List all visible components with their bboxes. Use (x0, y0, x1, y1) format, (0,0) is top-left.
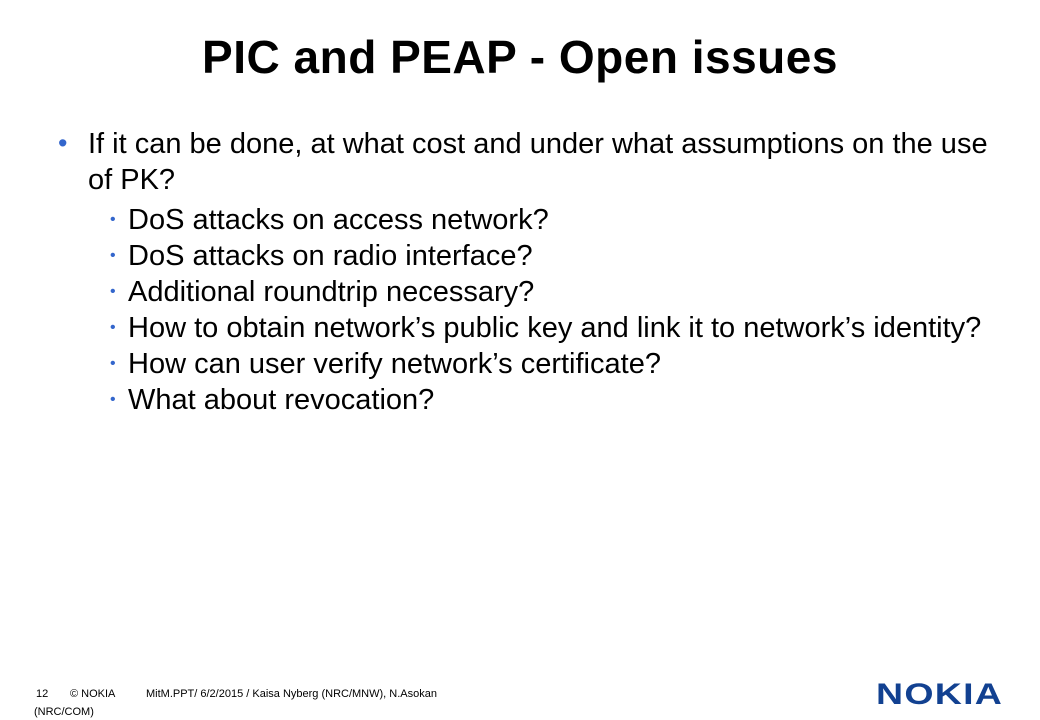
copyright: © NOKIA (70, 688, 116, 700)
sub-bullet (58, 238, 998, 274)
sub-bullet (58, 310, 998, 346)
main-bullet-text: If it can be done, at what cost and under what assumptions on the use of PK? (88, 128, 988, 196)
bullet-icon: • (110, 247, 116, 264)
sub-bullet (58, 202, 998, 238)
bullet-icon: • (58, 128, 68, 158)
sub-bullet-text: How to obtain network’s public key and link it to network’s identity? (128, 312, 982, 344)
footer-org: (NRC/COM) (34, 706, 94, 718)
bullet-icon: • (110, 391, 116, 408)
slide-title: PIC and PEAP - Open issues (202, 31, 838, 83)
page-number: 12 (36, 688, 49, 700)
bullet-icon: • (110, 319, 116, 336)
slide-footer (34, 688, 437, 718)
sub-bullet-text: How can user verify network’s certificate? (128, 348, 661, 380)
nokia-logo: NOKIA (876, 678, 1004, 711)
footer-row (36, 688, 437, 701)
sub-bullet-text: DoS attacks on access network? (128, 204, 549, 236)
bullet-icon: • (110, 211, 116, 228)
bullet-icon: • (110, 283, 116, 300)
main-bullet (58, 126, 998, 198)
slide-content (58, 126, 998, 418)
sub-bullet-text: Additional roundtrip necessary? (128, 276, 535, 308)
sub-bullet-text: DoS attacks on radio interface? (128, 240, 533, 272)
sub-bullet (58, 382, 998, 418)
sub-bullet (58, 274, 998, 310)
sub-bullet (58, 346, 998, 382)
sub-bullet-list (58, 202, 998, 418)
file-info: MitM.PPT/ 6/2/2015 / Kaisa Nyberg (NRC/MNW), N.Asokan (146, 688, 437, 700)
bullet-icon: • (110, 355, 116, 372)
sub-bullet-text: What about revocation? (128, 384, 435, 416)
